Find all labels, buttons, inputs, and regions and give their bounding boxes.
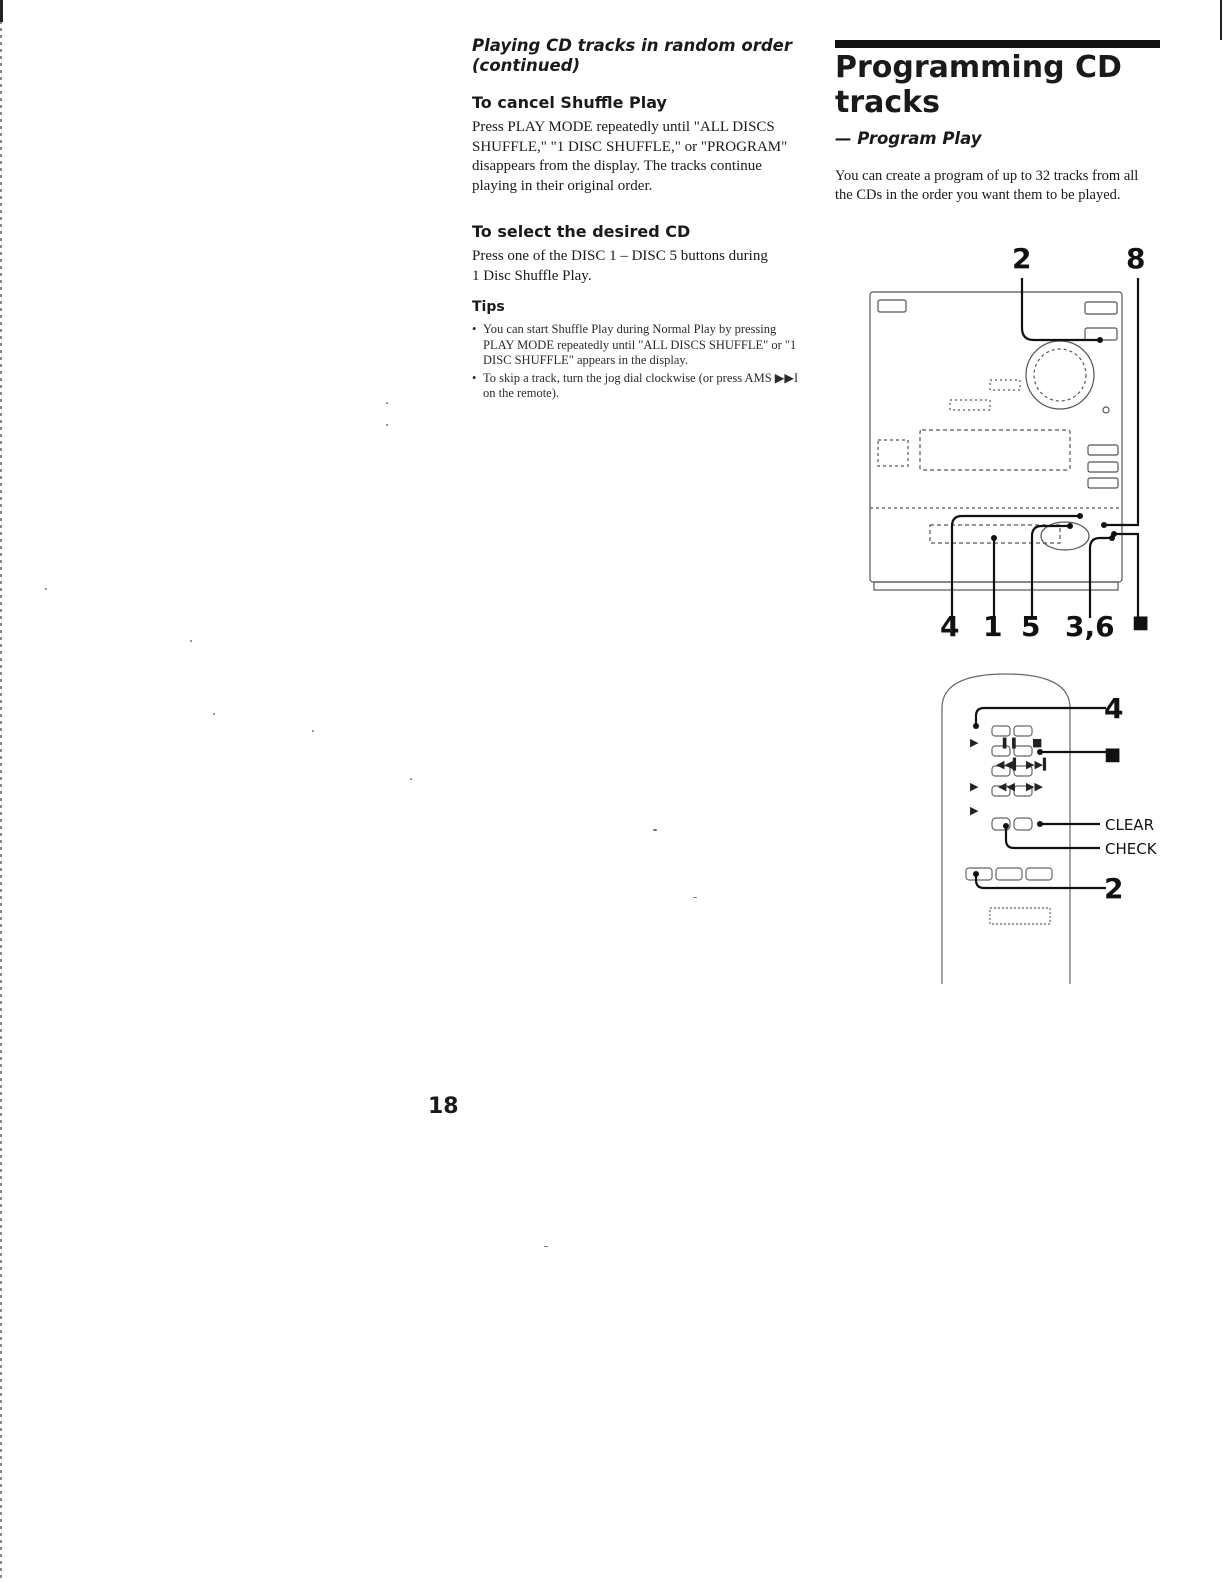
svg-text:◀◀: ◀◀ <box>998 780 1015 793</box>
callout-label: ■ <box>1104 744 1122 765</box>
callout-label: 5 <box>1021 610 1041 643</box>
tip-item: • You can start Shuffle Play during Normal Play by pressing PLAY MODE repeatedly until "ALL DISCS SHUFFLE" or "1 DISC SHUFFLE" appears in the display. <box>472 322 802 369</box>
tips-list <box>472 322 802 404</box>
stereo-unit-figure <box>860 240 1170 650</box>
section-title: Programming CD tracks <box>835 50 1122 120</box>
svg-text:▶▶▍: ▶▶▍ <box>1026 758 1052 771</box>
callout-label: CHECK <box>1105 840 1157 858</box>
svg-text:▶▶: ▶▶ <box>1026 780 1043 793</box>
tips-heading: Tips <box>472 299 505 315</box>
svg-text:▶: ▶ <box>970 780 979 793</box>
svg-text:■: ■ <box>1032 736 1043 749</box>
tip-item: • To skip a track, turn the jog dial clockwise (or press AMS ▶▶I on the remote). <box>472 371 802 402</box>
callout-label: 8 <box>1126 242 1146 275</box>
continued-heading: Playing CD tracks in random order (continued) <box>472 36 792 75</box>
select-cd-heading: To select the desired CD <box>472 222 691 241</box>
select-cd-text: Press one of the DISC 1 – DISC 5 buttons during 1 Disc Shuffle Play. <box>472 248 768 284</box>
callout-label: 4 <box>940 610 960 643</box>
cancel-shuffle-text: Press PLAY MODE repeatedly until "ALL DISCS SHUFFLE," "1 DISC SHUFFLE," or "PROGRAM" disappears from the display. The tracks continue playing in their original order. <box>472 119 788 194</box>
callout-label: 2 <box>1104 872 1124 905</box>
svg-text:▶: ▶ <box>970 804 979 817</box>
callout-label: 4 <box>1104 692 1124 725</box>
callout-label: ■ <box>1132 612 1150 633</box>
section-subtitle: — Program Play <box>835 129 982 148</box>
scan-edge-mark <box>0 0 3 22</box>
callout-label: 2 <box>1012 242 1032 275</box>
cancel-shuffle-heading: To cancel Shuffle Play <box>472 93 667 112</box>
callout-label: CLEAR <box>1105 816 1154 834</box>
remote-control-figure <box>930 668 1170 988</box>
scan-edge-right <box>1220 0 1222 40</box>
svg-text:▶: ▶ <box>970 736 979 749</box>
page-number: 18 <box>428 1094 459 1119</box>
callout-label: 3,6 <box>1065 610 1115 643</box>
title-rule <box>835 40 1160 48</box>
svg-text:❚❚: ❚❚ <box>1000 736 1019 749</box>
svg-text:◀◀▍: ◀◀▍ <box>996 758 1022 771</box>
intro-text: You can create a program of up to 32 tracks from all the CDs in the order you want them to be played. <box>835 168 1139 203</box>
scan-edge-left <box>0 0 2 1582</box>
callout-label: 1 <box>983 610 1003 643</box>
